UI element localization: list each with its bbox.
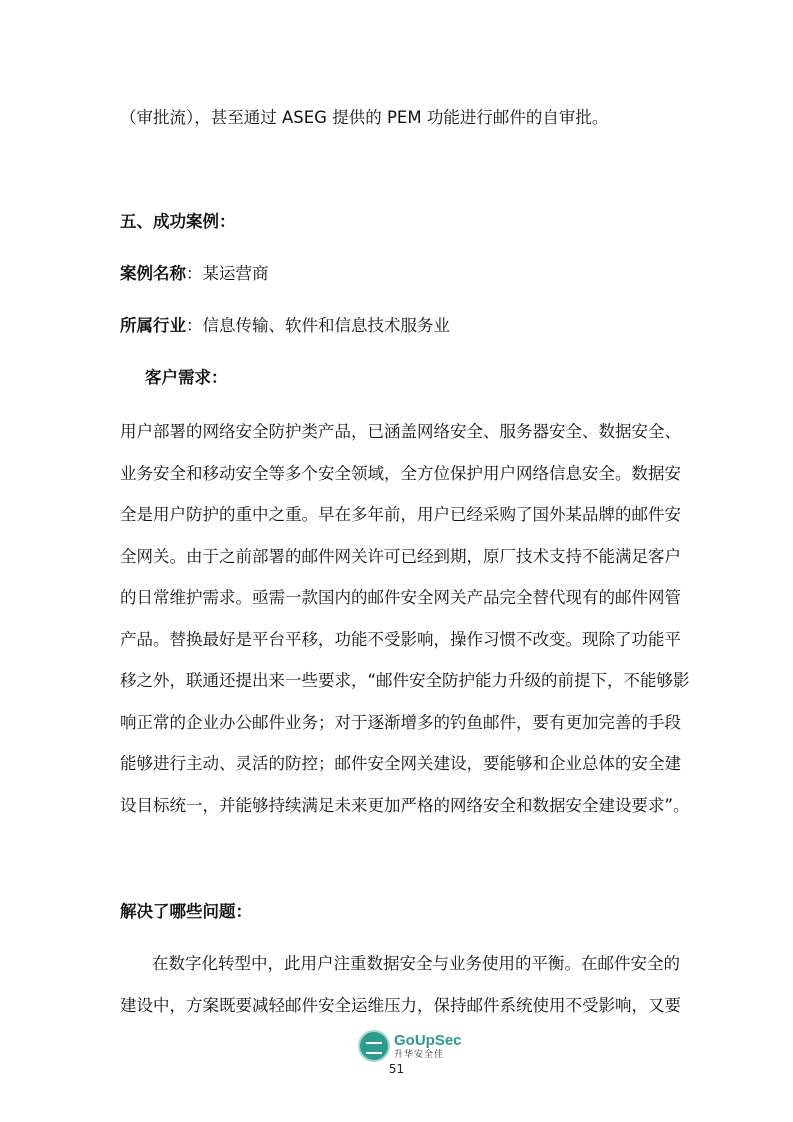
logo-subtitle: 升华安全佳 [394, 1049, 445, 1060]
industry-line [120, 314, 450, 338]
paragraph-line: 全网关。由于之前部署的邮件网关许可已经到期，原厂技术支持不能满足客户 [120, 547, 681, 566]
paragraph-line: 移之外，联通还提出来一些要求，“邮件安全防护能力升级的前提下，不能够影 [120, 671, 690, 690]
paragraph-line: 响正常的企业办公邮件业务；对于逐渐增多的钓鱼邮件，要有更加完善的手段 [120, 713, 681, 732]
needs-heading: 客户需求： [145, 368, 228, 387]
paragraph-line: 产品。替换最好是平台平移，功能不受影响，操作习惯不改变。现除了功能平 [120, 630, 681, 649]
paragraph-line: 的日常维护需求。亟需一款国内的邮件安全网关产品完全替代现有的邮件网管 [120, 588, 681, 607]
paragraph-line: 能够进行主动、灵活的防控；邮件安全网关建设，要能够和企业总体的安全建 [120, 754, 681, 773]
paragraph-line: 业务安全和移动安全等多个安全领域，全方位保护用户网络信息安全。数据安 [120, 464, 681, 483]
industry-value: ：信息传输、软件和信息技术服务业 [186, 316, 450, 335]
solved-heading: 解决了哪些问题： [120, 902, 252, 921]
logo-text [394, 1033, 462, 1060]
paragraph-line: 建设中，方案既要减轻邮件安全运维压力，保持邮件系统使用不受影响，又要 [120, 996, 681, 1015]
paragraph-line: 全是用户防护的重中之重。早在多年前，用户已经采购了国外某品牌的邮件安 [120, 505, 681, 524]
logo-name: GoUpSec [394, 1031, 462, 1049]
paragraph-line: 设目标统一，并能够持续满足未来更加严格的网络安全和数据安全建设要求”。 [120, 796, 690, 815]
case-name-value: ：某运营商 [186, 264, 269, 283]
section-heading: 五、成功案例： [120, 212, 236, 231]
case-name-label: 案例名称 [120, 264, 186, 283]
paragraph-line: （审批流），甚至通过 ASEG 提供的 PEM 功能进行邮件的自审批。 [120, 108, 609, 127]
paragraph-line: 用户部署的网络安全防护类产品，已涵盖网络安全、服务器安全、数据安全、 [120, 422, 681, 441]
footer-logo [358, 1030, 462, 1062]
logo-badge-icon [358, 1030, 390, 1062]
industry-label: 所属行业 [120, 316, 186, 335]
case-name-line [120, 262, 269, 286]
page-number: 51 [388, 1062, 405, 1076]
paragraph-line: 在数字化转型中，此用户注重数据安全与业务使用的平衡。在邮件安全的 [152, 954, 680, 973]
